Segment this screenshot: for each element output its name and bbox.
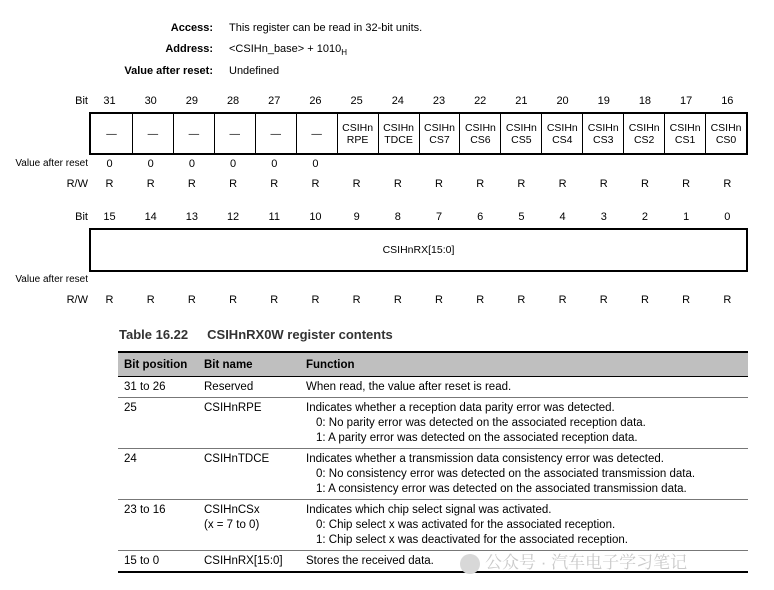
register-field-cell: CSIHn CS1 (664, 114, 705, 153)
header-bit-name: Bit name (198, 352, 300, 377)
reset-value: 0 (271, 158, 278, 170)
bit-name: CSIHnCSx (204, 504, 260, 516)
address-value: <CSIHn_base> + 1010 (229, 43, 342, 55)
reset-value: 0 (312, 158, 319, 170)
function-option-1: 1: A parity error was detected on the associated reception data. (316, 432, 638, 444)
upper-rw-row (0, 178, 774, 192)
rw-value: R (517, 294, 526, 306)
register-field-cell: CSIHn CS2 (623, 114, 664, 153)
bit-number: 5 (518, 211, 525, 223)
bit-number: 16 (721, 95, 734, 107)
register-field-cell: — (214, 114, 255, 153)
bit-number: 27 (268, 95, 281, 107)
function-cell (300, 449, 748, 500)
bit-number: 2 (641, 211, 648, 223)
register-field-cell: CSIHn CS3 (582, 114, 623, 153)
reset-value: Undefined (229, 65, 280, 77)
table-number: Table 16.22 (119, 327, 189, 342)
bit-number: 4 (559, 211, 566, 223)
function-cell: Stores the received data. (300, 551, 748, 573)
address-row (0, 43, 774, 59)
reset-value: 0 (188, 158, 195, 170)
watermark (460, 548, 687, 574)
rw-value: R (723, 178, 732, 190)
bit-number: 0 (724, 211, 731, 223)
rw-value: R (599, 178, 608, 190)
rw-value: R (435, 294, 443, 306)
bit-name-cell (198, 500, 300, 551)
register-field-cell: — (173, 114, 214, 153)
function-option-0: 0: No parity error was detected on the associated reception data. (316, 417, 646, 429)
rw-value: R (311, 294, 320, 306)
table-header-row (118, 352, 748, 377)
rw-value: R (599, 294, 608, 306)
rw-value: R (352, 294, 361, 306)
register-field-cell: CSIHn CS6 (459, 114, 500, 153)
rw-value: R (352, 178, 361, 190)
bit-number: 3 (600, 211, 607, 223)
rw-value: R (476, 178, 485, 190)
rw-value: R (517, 178, 526, 190)
register-field-cell: CSIHn CS7 (419, 114, 460, 153)
bit-number: 8 (394, 211, 401, 223)
bit-name-cell: CSIHnTDCE (198, 449, 300, 500)
bit-number: 25 (350, 95, 363, 107)
value-after-reset-label: Value after reset (15, 274, 88, 285)
bit-label: Bit (75, 95, 88, 107)
function-description: Indicates whether a reception data parity error was detected. (306, 402, 615, 414)
bit-number: 14 (144, 211, 157, 223)
address-label: Address: (165, 43, 213, 55)
rw-value: R (640, 294, 649, 306)
reset-value: 0 (147, 158, 154, 170)
function-option-0: 0: Chip select x was activated for the associated reception. (316, 519, 616, 531)
table-row (118, 398, 748, 449)
rw-value: R (105, 178, 114, 190)
reset-row (0, 65, 774, 81)
bit-number: 31 (103, 95, 116, 107)
lower-rw-row (0, 294, 774, 308)
function-description: Indicates whether a transmission data consistency error was detected. (306, 453, 664, 465)
bit-label: Bit (75, 211, 88, 223)
bit-number: 18 (638, 95, 652, 107)
bit-number: 26 (309, 95, 322, 107)
upper-reset-row (0, 158, 774, 172)
bit-name-cell: CSIHnRPE (198, 398, 300, 449)
bit-number: 1 (683, 211, 690, 223)
function-cell (300, 398, 748, 449)
bit-number: 22 (474, 95, 487, 107)
rw-value: R (270, 294, 279, 306)
function-option-1: 1: Chip select x was deactivated for the associated reception. (316, 534, 628, 546)
rw-label: R/W (66, 178, 88, 190)
bit-number: 23 (432, 95, 446, 107)
bit-number: 30 (144, 95, 157, 107)
rw-value: R (393, 178, 402, 190)
function-option-1: 1: A consistency error was detected on the associated transmission data. (316, 483, 687, 495)
rw-value: R (187, 294, 196, 306)
rw-value: R (435, 178, 443, 190)
reset-label: Value after reset: (124, 65, 213, 77)
rw-label: R/W (66, 294, 88, 306)
bit-number: 24 (391, 95, 404, 107)
rw-value: R (229, 294, 238, 306)
bit-name-cell: Reserved (198, 377, 300, 398)
bit-number: 12 (226, 211, 240, 223)
function-cell: When read, the value after reset is read. (300, 377, 748, 398)
address-suffix: H (341, 48, 348, 58)
bit-number: 10 (309, 211, 322, 223)
bit-number: 15 (103, 211, 116, 223)
rw-value: R (229, 178, 238, 190)
rw-value: R (640, 178, 649, 190)
bit-number: 11 (268, 211, 280, 223)
rw-value: R (105, 294, 114, 306)
rw-value: R (393, 294, 402, 306)
rw-value: R (558, 178, 567, 190)
rw-value: R (146, 178, 155, 190)
header-bit-position: Bit position (118, 352, 198, 377)
register-field-cell: — (255, 114, 296, 153)
bit-number: 21 (515, 95, 528, 107)
upper-bit-row (0, 95, 774, 109)
bit-name-cell: CSIHnRX[15:0] (198, 551, 300, 573)
bit-number: 28 (226, 95, 240, 107)
table-row (118, 377, 748, 398)
lower-register-field (89, 228, 748, 272)
bit-number: 20 (556, 95, 569, 107)
lower-reset-row (0, 274, 774, 288)
table-row (118, 500, 748, 551)
access-label: Access: (170, 22, 213, 34)
table-caption (119, 327, 393, 342)
address-value-wrap (229, 43, 347, 57)
register-contents-table (118, 351, 748, 573)
rw-value: R (311, 178, 320, 190)
rw-value: R (476, 294, 485, 306)
access-value: This register can be read in 32-bit units. (229, 22, 423, 34)
reset-value: 0 (106, 158, 113, 170)
bit-position-cell: 23 to 16 (118, 500, 198, 551)
table-row (118, 449, 748, 500)
bit-position-cell: 15 to 0 (118, 551, 198, 573)
table-title: CSIHnRX0W register contents (207, 327, 393, 342)
register-field-cell: CSIHn RPE (337, 114, 378, 153)
bit-number: 6 (477, 211, 484, 223)
bit-position-cell: 25 (118, 398, 198, 449)
register-field-cell: CSIHn CS0 (705, 114, 746, 153)
header-function: Function (300, 352, 748, 377)
access-row (0, 22, 774, 38)
rw-value: R (270, 178, 279, 190)
upper-register-fields (89, 112, 748, 155)
register-field-cell: CSIHn TDCE (378, 114, 419, 153)
reset-value: 0 (230, 158, 237, 170)
wechat-icon (460, 554, 480, 574)
register-field-cell: — (296, 114, 337, 153)
bit-number: 19 (597, 95, 610, 107)
rw-value: R (682, 178, 691, 190)
lower-bit-row (0, 211, 774, 225)
value-after-reset-label: Value after reset (15, 158, 88, 169)
bit-number: 7 (435, 211, 443, 223)
register-field-cell: — (106, 127, 117, 140)
bit-position-cell: 31 to 26 (118, 377, 198, 398)
bit-position-cell: 24 (118, 449, 198, 500)
bit-number: 13 (185, 211, 198, 223)
bit-number: 9 (353, 211, 360, 223)
bit-number: 17 (680, 95, 693, 107)
register-field-cell: CSIHn CS4 (541, 114, 582, 153)
watermark-text: 公众号 · 汽车电子学习笔记 (485, 553, 688, 572)
function-description: Indicates which chip select signal was activated. (306, 504, 552, 516)
rw-value: R (723, 294, 732, 306)
rx-field-label: CSIHnRX[15:0] (382, 244, 455, 256)
rw-value: R (187, 178, 196, 190)
register-field-cell: CSIHn CS5 (500, 114, 541, 153)
function-option-0: 0: No consistency error was detected on the associated transmission data. (316, 468, 696, 480)
bit-name-range: (x = 7 to 0) (204, 519, 260, 531)
bit-number: 29 (185, 95, 198, 107)
function-cell (300, 500, 748, 551)
register-field-cell: — (132, 114, 173, 153)
rw-value: R (146, 294, 155, 306)
rw-value: R (682, 294, 691, 306)
rw-value: R (558, 294, 567, 306)
